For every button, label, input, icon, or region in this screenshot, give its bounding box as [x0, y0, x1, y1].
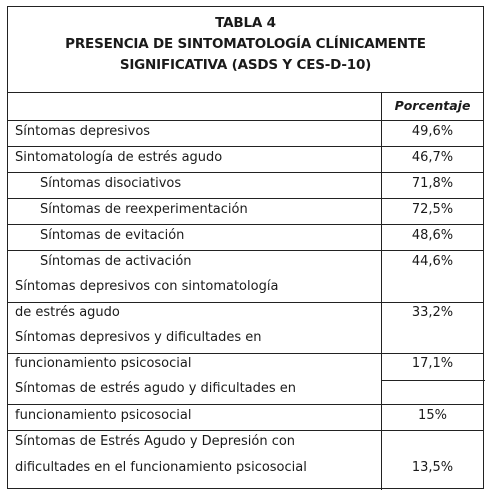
row-label-estres-depresion-psicosocial-line2: dificultades en el funcionamiento psicosocial [15, 460, 307, 475]
row-divider [8, 250, 483, 251]
row-divider [8, 404, 483, 405]
row-divider [8, 172, 483, 173]
row-divider [8, 198, 483, 199]
row-label-sintomas-depresivos: Síntomas depresivos [15, 124, 151, 139]
table-title [8, 7, 483, 93]
row-value-evitacion: 48,6% [411, 228, 454, 243]
row-value-estres-psicosocial: 15% [418, 408, 447, 423]
row-label-estres-psicosocial-line2: funcionamiento psicosocial [15, 408, 192, 423]
row-value-estres-agudo: 46,7% [411, 150, 454, 165]
row-label-estres-psicosocial-line1: Síntomas de estrés agudo y dificultades en [15, 381, 297, 396]
row-divider [8, 120, 483, 121]
row-label-disociativos: Síntomas disociativos [40, 176, 182, 191]
row-divider [8, 353, 483, 354]
row-label-depresivos-psicosocial-line2: funcionamiento psicosocial [15, 356, 192, 371]
row-label-estres-depresion-psicosocial-line1: Síntomas de Estrés Agudo y Depresión con [15, 434, 296, 449]
row-value-sintomas-depresivos: 49,6% [411, 124, 454, 139]
column-header-porcentaje: Porcentaje [394, 98, 471, 113]
row-value-activacion: 44,6% [411, 254, 454, 269]
row-value-reexperimentacion: 72,5% [411, 202, 454, 217]
row-label-depresivos-estres-line2: de estrés agudo [15, 305, 120, 320]
row-divider [8, 224, 483, 225]
row-label-depresivos-estres-line1: Síntomas depresivos con sintomatología [15, 279, 279, 294]
row-label-depresivos-psicosocial-line1: Síntomas depresivos y dificultades en [15, 330, 262, 345]
row-divider [8, 146, 483, 147]
row-label-evitacion: Síntomas de evitación [40, 228, 185, 243]
title-line-3: SIGNIFICATIVA (ASDS Y CES-D-10) [119, 57, 372, 73]
row-value-depresivos-estres: 33,2% [411, 305, 454, 320]
row-divider [8, 302, 483, 303]
row-value-disociativos: 71,8% [411, 176, 454, 191]
title-line-1: TABLA 4 [215, 15, 276, 31]
row-divider [8, 430, 483, 431]
row-label-reexperimentacion: Síntomas de reexperimentación [40, 202, 248, 217]
row-value-depresivos-psicosocial: 17,1% [411, 356, 454, 371]
title-line-2: PRESENCIA DE SINTOMATOLOGÍA CLÍNICAMENTE [65, 36, 426, 52]
row-divider [381, 380, 485, 381]
row-label-estres-agudo: Sintomatología de estrés agudo [15, 150, 223, 165]
row-label-activacion: Síntomas de activación [40, 254, 192, 269]
table-frame [7, 6, 484, 489]
row-value-estres-depresion-psicosocial: 13,5% [411, 460, 454, 475]
